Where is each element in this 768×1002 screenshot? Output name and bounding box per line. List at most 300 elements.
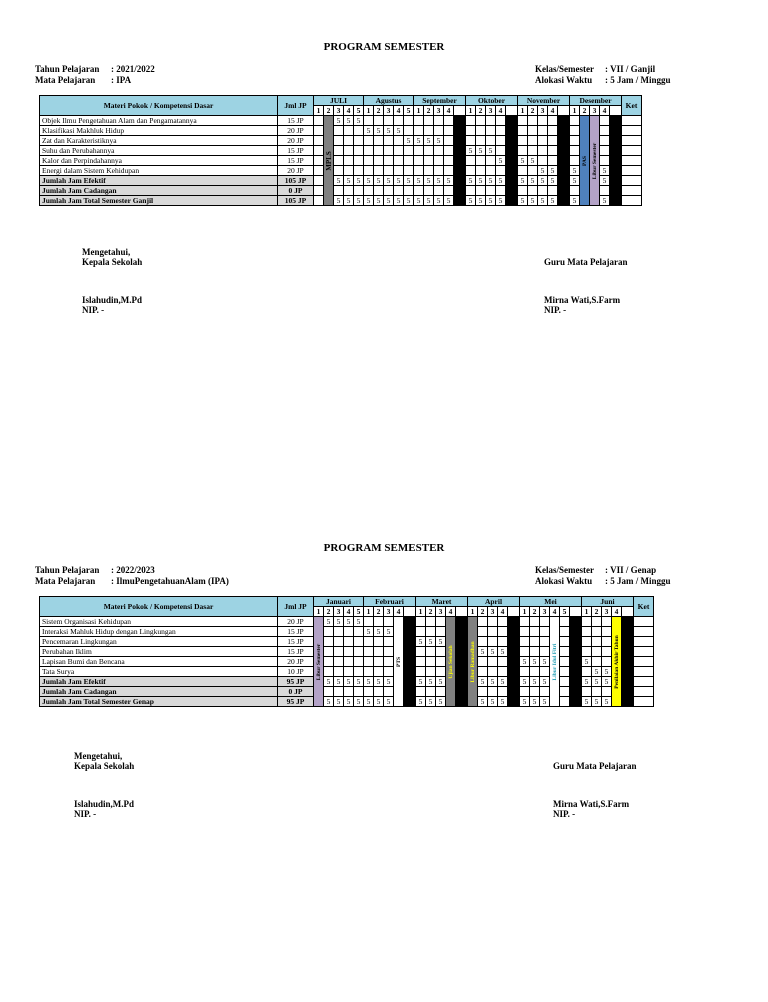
empty-cell xyxy=(582,637,592,647)
empty-cell xyxy=(600,126,610,136)
info-label: Alokasi Waktu xyxy=(535,75,593,85)
header-month: Maret xyxy=(416,597,468,607)
jp-value-cell: 5 xyxy=(334,196,344,206)
jp-value-cell: 5 xyxy=(570,166,580,176)
empty-cell xyxy=(374,647,384,657)
jp-value-cell: 5 xyxy=(354,196,364,206)
empty-cell xyxy=(416,647,426,657)
empty-cell xyxy=(528,166,538,176)
empty-cell xyxy=(344,627,354,637)
header-week: 1 xyxy=(570,106,580,116)
empty-cell xyxy=(424,116,434,126)
empty-cell xyxy=(334,166,344,176)
empty-cell xyxy=(466,186,476,196)
jp-value-cell: 5 xyxy=(324,697,334,707)
empty-cell xyxy=(530,687,540,697)
jp-value-cell: 5 xyxy=(466,146,476,156)
jp-value-cell: 5 xyxy=(344,176,354,186)
special-column xyxy=(590,116,600,206)
header-week: 2 xyxy=(424,106,434,116)
empty-cell xyxy=(538,116,548,126)
empty-cell xyxy=(374,667,384,677)
jp-value-cell: 5 xyxy=(488,697,498,707)
empty-cell xyxy=(488,627,498,637)
empty-cell xyxy=(384,647,394,657)
empty-cell xyxy=(602,637,612,647)
empty-cell xyxy=(592,617,602,627)
table-row xyxy=(40,677,654,687)
jp-cell: 10 JP xyxy=(278,667,314,677)
special-column xyxy=(550,617,560,707)
jp-value-cell: 5 xyxy=(530,657,540,667)
table-row xyxy=(40,687,654,697)
jp-value-cell: 5 xyxy=(548,166,558,176)
empty-cell xyxy=(404,156,414,166)
jp-value-cell: 5 xyxy=(476,146,486,156)
jp-value-cell: 5 xyxy=(426,697,436,707)
empty-cell xyxy=(560,617,570,627)
empty-cell xyxy=(344,647,354,657)
jp-cell: 20 JP xyxy=(278,166,314,176)
header-gap xyxy=(404,607,416,617)
empty-cell xyxy=(354,166,364,176)
header-ket: Ket xyxy=(622,96,642,116)
vertical-label: Ujian Sekolah xyxy=(447,644,454,679)
empty-cell xyxy=(334,657,344,667)
table-row xyxy=(40,146,642,156)
jp-value-cell: 5 xyxy=(374,627,384,637)
empty-cell xyxy=(426,647,436,657)
jp-value-cell: 5 xyxy=(496,156,506,166)
empty-cell xyxy=(426,687,436,697)
jp-value-cell: 5 xyxy=(478,677,488,687)
header-week: 2 xyxy=(528,106,538,116)
header-month: Juni xyxy=(582,597,634,607)
sign-nip: NIP. - xyxy=(553,809,576,819)
empty-cell xyxy=(498,667,508,677)
empty-cell xyxy=(354,647,364,657)
empty-cell xyxy=(600,136,610,146)
jp-value-cell: 5 xyxy=(478,697,488,707)
header-week: 4 xyxy=(550,607,560,617)
empty-cell xyxy=(498,617,508,627)
table-row xyxy=(40,116,642,126)
jp-value-cell: 5 xyxy=(528,156,538,166)
empty-cell xyxy=(344,136,354,146)
table-row xyxy=(40,156,642,166)
jp-cell: 105 JP xyxy=(278,176,314,186)
jp-value-cell: 5 xyxy=(540,657,550,667)
schedule-table-genap xyxy=(39,596,654,707)
jp-value-cell: 5 xyxy=(498,677,508,687)
empty-cell xyxy=(364,637,374,647)
table-row xyxy=(40,196,642,206)
header-week: 4 xyxy=(344,607,354,617)
empty-cell xyxy=(314,176,324,186)
empty-cell xyxy=(560,657,570,667)
header-materi: Materi Pokok / Kompetensi Dasar xyxy=(40,96,278,116)
empty-cell xyxy=(476,136,486,146)
sign-text: Guru Mata Pelajaran xyxy=(544,257,628,267)
materi-cell: Suhu dan Perubahannya xyxy=(40,146,278,156)
jp-value-cell: 5 xyxy=(344,196,354,206)
special-column xyxy=(468,617,478,707)
jp-value-cell: 5 xyxy=(530,697,540,707)
header-week: 5 xyxy=(354,106,364,116)
jp-value-cell: 5 xyxy=(334,176,344,186)
header-week: 2 xyxy=(592,607,602,617)
empty-cell xyxy=(374,687,384,697)
empty-cell xyxy=(314,166,324,176)
empty-cell xyxy=(344,657,354,667)
empty-cell xyxy=(496,146,506,156)
empty-cell xyxy=(520,647,530,657)
header-gap xyxy=(508,607,520,617)
jp-value-cell: 5 xyxy=(364,697,374,707)
empty-cell xyxy=(570,126,580,136)
empty-cell xyxy=(424,166,434,176)
header-week: 3 xyxy=(436,607,446,617)
empty-cell xyxy=(560,687,570,697)
empty-cell xyxy=(324,657,334,667)
jp-value-cell: 5 xyxy=(404,196,414,206)
sign-text: Kepala Sekolah xyxy=(74,761,135,771)
header-week: 3 xyxy=(602,607,612,617)
empty-cell xyxy=(444,166,454,176)
empty-cell xyxy=(520,687,530,697)
jp-value-cell: 5 xyxy=(334,677,344,687)
empty-cell xyxy=(314,156,324,166)
jp-value-cell: 5 xyxy=(496,176,506,186)
materi-cell: Pencemaran Lingkungan xyxy=(40,637,278,647)
empty-cell xyxy=(476,166,486,176)
empty-cell xyxy=(344,637,354,647)
empty-cell xyxy=(466,156,476,166)
empty-cell xyxy=(602,617,612,627)
materi-cell: Jumlah Jam Efektif xyxy=(40,677,278,687)
empty-cell xyxy=(424,186,434,196)
materi-cell: Zat dan Karakteristiknya xyxy=(40,136,278,146)
materi-cell: Klasifikasi Makhluk Hidup xyxy=(40,126,278,136)
header-week: 2 xyxy=(478,607,488,617)
empty-cell xyxy=(334,627,344,637)
empty-cell xyxy=(488,687,498,697)
jp-value-cell: 5 xyxy=(530,677,540,687)
empty-cell xyxy=(384,617,394,627)
info-value: : VII / Genap xyxy=(605,565,657,575)
header-week: 3 xyxy=(486,106,496,116)
special-column xyxy=(508,617,520,707)
empty-cell xyxy=(518,136,528,146)
header-week: 1 xyxy=(416,607,426,617)
jp-cell: 15 JP xyxy=(278,146,314,156)
table-row xyxy=(40,627,654,637)
empty-cell xyxy=(444,136,454,146)
empty-cell xyxy=(374,186,384,196)
empty-cell xyxy=(498,687,508,697)
sign-name: Islahudin,M.Pd xyxy=(74,799,135,809)
header-week: 2 xyxy=(530,607,540,617)
sign-nip: NIP. - xyxy=(82,305,105,315)
jp-value-cell: 5 xyxy=(384,196,394,206)
empty-cell xyxy=(570,136,580,146)
empty-cell xyxy=(374,136,384,146)
empty-cell xyxy=(334,647,344,657)
special-column xyxy=(456,617,468,707)
empty-cell xyxy=(476,116,486,126)
special-column xyxy=(612,617,622,707)
empty-cell xyxy=(560,647,570,657)
empty-cell xyxy=(582,687,592,697)
header-month: JULI xyxy=(314,96,364,106)
empty-cell xyxy=(384,116,394,126)
ket-cell xyxy=(622,126,642,136)
empty-cell xyxy=(548,186,558,196)
header-week: 4 xyxy=(394,106,404,116)
jp-cell: 20 JP xyxy=(278,657,314,667)
jp-value-cell: 5 xyxy=(416,677,426,687)
jp-value-cell: 5 xyxy=(538,166,548,176)
header-gap xyxy=(622,607,634,617)
jp-value-cell: 5 xyxy=(444,176,454,186)
header-week: 2 xyxy=(324,607,334,617)
empty-cell xyxy=(374,156,384,166)
sign-nip: NIP. - xyxy=(544,305,567,315)
ket-cell xyxy=(634,637,654,647)
jp-value-cell: 5 xyxy=(324,617,334,627)
info-label: Mata Pelajaran xyxy=(35,75,96,85)
empty-cell xyxy=(414,166,424,176)
jp-value-cell: 5 xyxy=(364,176,374,186)
empty-cell xyxy=(384,136,394,146)
header-week: 1 xyxy=(466,106,476,116)
empty-cell xyxy=(374,617,384,627)
empty-cell xyxy=(530,667,540,677)
jp-value-cell: 5 xyxy=(394,176,404,186)
empty-cell xyxy=(324,637,334,647)
jp-value-cell: 5 xyxy=(416,637,426,647)
ket-cell xyxy=(634,627,654,637)
info-value: : 5 Jam / Minggu xyxy=(605,75,671,85)
header-gap xyxy=(558,106,570,116)
empty-cell xyxy=(540,687,550,697)
empty-cell xyxy=(518,146,528,156)
empty-cell xyxy=(540,647,550,657)
ket-cell xyxy=(622,146,642,156)
header-week: 1 xyxy=(468,607,478,617)
empty-cell xyxy=(602,627,612,637)
empty-cell xyxy=(374,166,384,176)
header-week: 2 xyxy=(426,607,436,617)
jp-value-cell: 5 xyxy=(602,677,612,687)
empty-cell xyxy=(560,627,570,637)
empty-cell xyxy=(416,617,426,627)
header-week: 4 xyxy=(496,106,506,116)
empty-cell xyxy=(476,186,486,196)
empty-cell xyxy=(354,186,364,196)
empty-cell xyxy=(444,156,454,166)
empty-cell xyxy=(530,617,540,627)
empty-cell xyxy=(364,657,374,667)
jp-value-cell: 5 xyxy=(520,677,530,687)
empty-cell xyxy=(344,146,354,156)
empty-cell xyxy=(476,126,486,136)
header-week: 4 xyxy=(498,607,508,617)
header-week: 3 xyxy=(540,607,550,617)
empty-cell xyxy=(434,166,444,176)
table-row xyxy=(40,186,642,196)
jp-value-cell: 5 xyxy=(384,677,394,687)
materi-cell: Sistem Organisasi Kehidupan xyxy=(40,617,278,627)
header-week: 4 xyxy=(394,607,404,617)
jp-value-cell: 5 xyxy=(436,637,446,647)
jp-value-cell: 5 xyxy=(466,196,476,206)
jp-value-cell: 5 xyxy=(364,196,374,206)
info-value: : 2021/2022 xyxy=(111,64,155,74)
empty-cell xyxy=(324,647,334,657)
jp-value-cell: 5 xyxy=(434,136,444,146)
empty-cell xyxy=(436,647,446,657)
empty-cell xyxy=(364,186,374,196)
ket-cell xyxy=(622,176,642,186)
empty-cell xyxy=(416,667,426,677)
empty-cell xyxy=(334,146,344,156)
empty-cell xyxy=(414,126,424,136)
info-label: Tahun Pelajaran xyxy=(35,565,100,575)
empty-cell xyxy=(314,146,324,156)
header-month: Januari xyxy=(314,597,364,607)
empty-cell xyxy=(466,166,476,176)
jp-value-cell: 5 xyxy=(374,697,384,707)
header-week: 2 xyxy=(374,106,384,116)
jp-value-cell: 5 xyxy=(344,617,354,627)
special-column xyxy=(314,617,324,707)
empty-cell xyxy=(334,637,344,647)
header-materi: Materi Pokok / Kompetensi Dasar xyxy=(40,597,278,617)
table-row xyxy=(40,647,654,657)
ket-cell xyxy=(634,657,654,667)
empty-cell xyxy=(528,116,538,126)
special-column xyxy=(404,617,416,707)
empty-cell xyxy=(314,186,324,196)
header-month: November xyxy=(518,96,570,106)
jp-value-cell: 5 xyxy=(592,667,602,677)
empty-cell xyxy=(488,657,498,667)
header-week: 3 xyxy=(334,106,344,116)
empty-cell xyxy=(334,186,344,196)
materi-cell: Jumlah Jam Total Semester Genap xyxy=(40,697,278,707)
special-column xyxy=(570,617,582,707)
empty-cell xyxy=(600,146,610,156)
table-row xyxy=(40,697,654,707)
empty-cell xyxy=(416,627,426,637)
empty-cell xyxy=(314,116,324,126)
info-label: Kelas/Semester xyxy=(535,565,594,575)
empty-cell xyxy=(334,136,344,146)
empty-cell xyxy=(530,637,540,647)
jp-value-cell: 5 xyxy=(404,136,414,146)
ket-cell xyxy=(622,186,642,196)
jp-cell: 20 JP xyxy=(278,617,314,627)
ket-cell xyxy=(634,667,654,677)
header-jml-jp: Jml JP xyxy=(278,96,314,116)
header-month: Oktober xyxy=(466,96,518,106)
info-label: Kelas/Semester xyxy=(535,64,594,74)
header-week: 3 xyxy=(334,607,344,617)
empty-cell xyxy=(436,667,446,677)
jp-value-cell: 5 xyxy=(548,196,558,206)
empty-cell xyxy=(478,637,488,647)
jp-value-cell: 5 xyxy=(424,196,434,206)
header-week: 2 xyxy=(374,607,384,617)
empty-cell xyxy=(444,116,454,126)
empty-cell xyxy=(600,186,610,196)
empty-cell xyxy=(434,146,444,156)
table-row xyxy=(40,176,642,186)
empty-cell xyxy=(488,637,498,647)
special-column xyxy=(446,617,456,707)
empty-cell xyxy=(334,156,344,166)
sign-text: Mengetahui, xyxy=(74,751,123,761)
header-week: 4 xyxy=(444,106,454,116)
header-week: 5 xyxy=(560,607,570,617)
empty-cell xyxy=(364,687,374,697)
empty-cell xyxy=(314,126,324,136)
header-week: 1 xyxy=(520,607,530,617)
page-title-ganjil: PROGRAM SEMESTER xyxy=(323,41,445,53)
special-column xyxy=(394,617,404,707)
empty-cell xyxy=(570,116,580,126)
special-column xyxy=(580,116,590,206)
empty-cell xyxy=(592,637,602,647)
jp-value-cell: 5 xyxy=(600,176,610,186)
info-label: Tahun Pelajaran xyxy=(35,64,100,74)
empty-cell xyxy=(478,617,488,627)
empty-cell xyxy=(344,126,354,136)
header-week: 1 xyxy=(414,106,424,116)
empty-cell xyxy=(374,637,384,647)
jp-value-cell: 5 xyxy=(486,196,496,206)
empty-cell xyxy=(486,186,496,196)
empty-cell xyxy=(344,687,354,697)
jp-value-cell: 5 xyxy=(394,196,404,206)
empty-cell xyxy=(364,136,374,146)
jp-cell: 15 JP xyxy=(278,156,314,166)
jp-value-cell: 5 xyxy=(486,146,496,156)
empty-cell xyxy=(354,136,364,146)
empty-cell xyxy=(384,687,394,697)
empty-cell xyxy=(498,627,508,637)
jp-value-cell: 5 xyxy=(344,697,354,707)
vertical-label: Libur Ramadhan xyxy=(469,640,476,683)
info-label: Mata Pelajaran xyxy=(35,576,96,586)
header-month: Mei xyxy=(520,597,582,607)
jp-value-cell: 5 xyxy=(602,667,612,677)
jp-value-cell: 5 xyxy=(488,677,498,687)
empty-cell xyxy=(344,166,354,176)
jp-value-cell: 5 xyxy=(426,637,436,647)
empty-cell xyxy=(602,687,612,697)
jp-value-cell: 5 xyxy=(486,176,496,186)
header-week: 1 xyxy=(314,607,324,617)
empty-cell xyxy=(404,126,414,136)
header-month: Februari xyxy=(364,597,416,607)
special-column xyxy=(558,116,570,206)
jp-value-cell: 5 xyxy=(600,196,610,206)
empty-cell xyxy=(364,146,374,156)
info-right-genap xyxy=(535,565,671,587)
empty-cell xyxy=(592,687,602,697)
